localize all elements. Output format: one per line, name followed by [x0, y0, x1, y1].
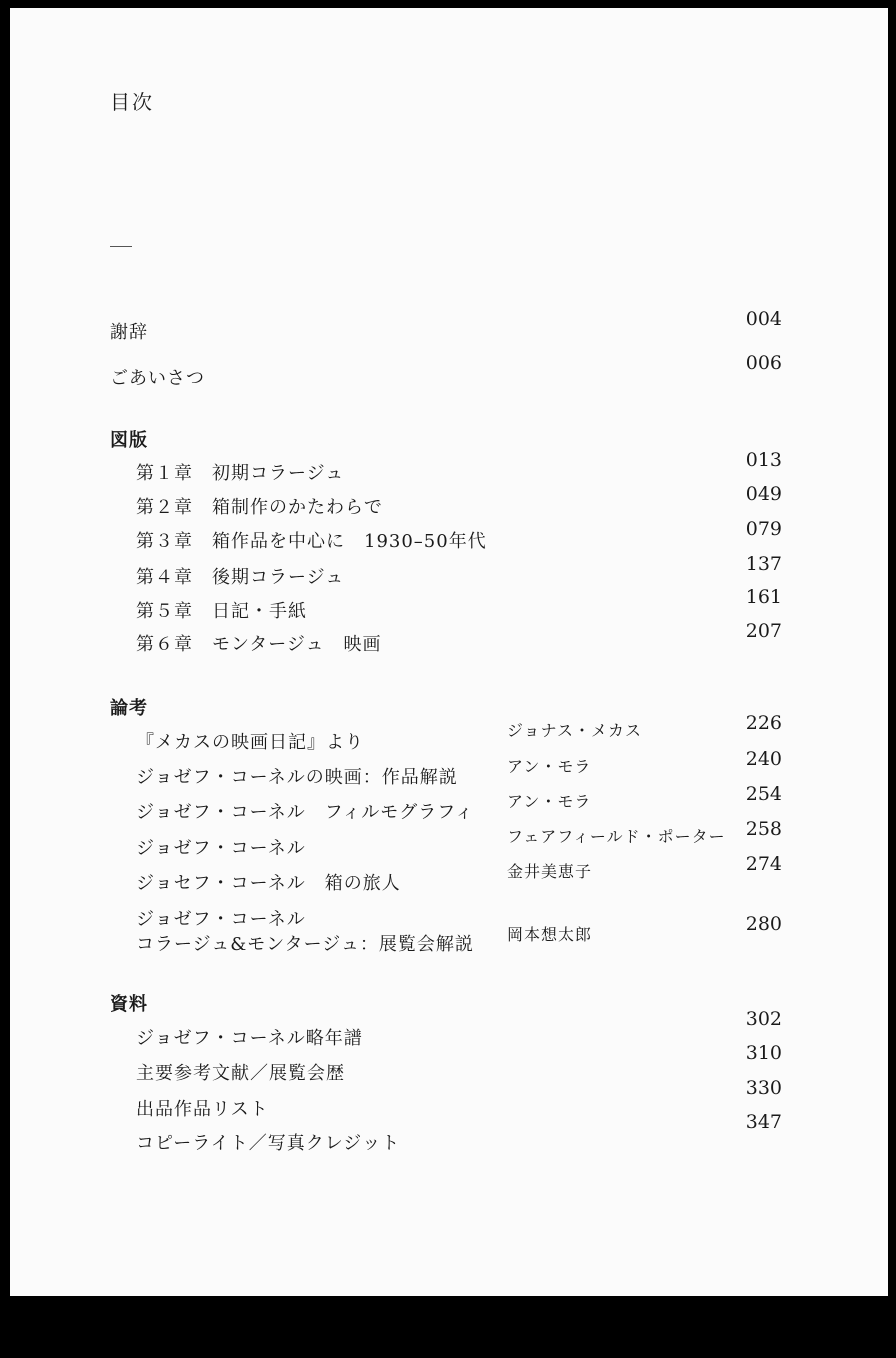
toc-entry-page: 079 [745, 518, 782, 540]
toc-entry-page: 302 [745, 1008, 782, 1030]
toc-entry-page: 254 [745, 783, 782, 805]
toc-entry-page: 240 [745, 748, 782, 770]
page-title: 目次 [110, 90, 154, 114]
toc-entry-page: 049 [745, 483, 782, 505]
section-heading-essays: 論考 [110, 698, 148, 719]
toc-entry-label: コピーライト／写真クレジット [136, 1133, 401, 1154]
toc-entry-label: 謝辞 [110, 322, 148, 343]
toc-entry-label: ごあいさつ [110, 368, 205, 389]
document-page [10, 8, 888, 1300]
toc-entry-author: ジョナス・メカス [507, 721, 643, 740]
toc-entry-label: 第１章 初期コラージュ [136, 463, 345, 484]
toc-entry-label: ジョゼフ・コーネルの映画：作品解説 [136, 767, 458, 788]
toc-entry-label: ジョゼフ・コーネル [136, 909, 306, 930]
toc-entry-page: 161 [745, 586, 782, 608]
toc-entry-page: 274 [745, 853, 782, 875]
toc-entry-label: 『メカスの映画日記』より [136, 732, 364, 753]
toc-entry-page: 330 [745, 1077, 782, 1099]
toc-entry-page: 347 [745, 1111, 782, 1133]
toc-entry-page: 137 [745, 553, 782, 575]
toc-entry-label: 第２章 箱制作のかたわらで [136, 497, 383, 518]
toc-entry-label: ジョゼフ・コーネル フィルモグラフィ [136, 802, 474, 823]
toc-entry-label: ジョゼフ・コーネル略年譜 [136, 1028, 363, 1049]
divider [110, 246, 132, 247]
toc-entry-page: 258 [745, 818, 782, 840]
toc-entry-page: 006 [745, 352, 782, 374]
section-heading-materials: 資料 [110, 994, 148, 1015]
toc-entry-page: 310 [745, 1042, 782, 1064]
toc-entry-author: 金井美恵子 [507, 862, 593, 881]
toc-entry-label: 第４章 後期コラージュ [136, 567, 345, 588]
toc-entry-page: 226 [745, 712, 782, 734]
toc-entry-label: 第３章 箱作品を中心に 1930–50年代 [136, 531, 487, 552]
toc-entry-author: アン・モラ [507, 792, 592, 811]
toc-entry-author: 岡本想太郎 [507, 925, 593, 944]
toc-entry-label: 第５章 日記・手紙 [136, 601, 307, 622]
toc-entry-author: アン・モラ [507, 757, 592, 776]
scan-border [0, 1296, 896, 1358]
toc-entry-author: フェアフィールド・ポーター [507, 827, 726, 846]
toc-entry-page: 013 [745, 449, 782, 471]
toc-entry-page: 207 [745, 620, 782, 642]
toc-entry-label: コラージュ&モンタージュ：展覧会解説 [136, 934, 474, 955]
toc-entry-label: 第６章 モンタージュ 映画 [136, 634, 382, 655]
toc-entry-page: 004 [745, 308, 782, 330]
toc-entry-label: ジョセフ・コーネル 箱の旅人 [136, 873, 401, 894]
toc-entry-page: 280 [745, 913, 782, 935]
section-heading-plates: 図版 [110, 430, 148, 451]
toc-entry-label: 出品作品リスト [136, 1099, 269, 1120]
toc-entry-label: ジョゼフ・コーネル [136, 838, 306, 859]
toc-entry-label: 主要参考文献／展覧会歴 [136, 1063, 345, 1084]
